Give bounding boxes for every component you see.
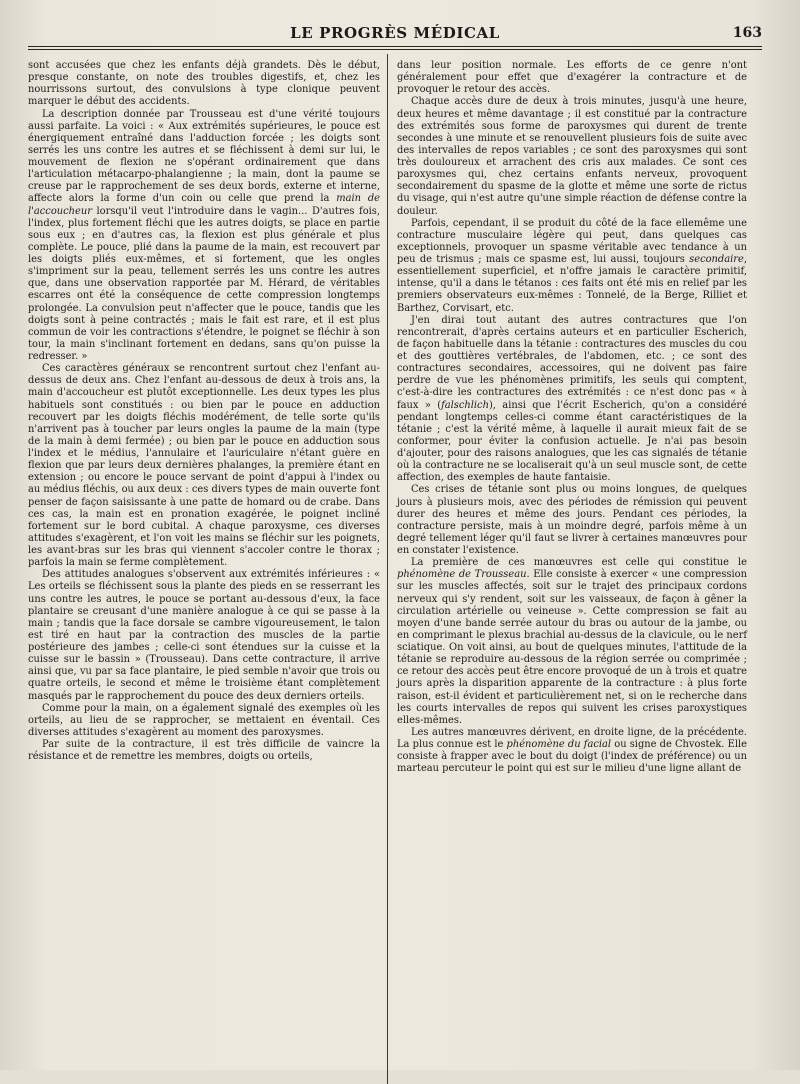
page-number: 163 bbox=[732, 25, 762, 41]
body-paragraph bbox=[28, 60, 380, 109]
paragraph-text: sont accusées que chez les enfants déjà grandets. Dès le début, presque constante, on note des troubles digestifs, et, chez les nourrissons surtout, des convulsions à type clonique peuvent marquer le début des accidents. bbox=[28, 60, 380, 108]
two-column-body bbox=[28, 60, 762, 1084]
paragraph-text: Par suite de la contracture, il est très difficile de vaincre la résistance et de remettre les membres, doigts ou orteils, bbox=[28, 739, 380, 763]
italic-term: phénomène du facial bbox=[506, 739, 612, 750]
running-header bbox=[28, 22, 762, 47]
paragraph-text: Des attitudes analogues s'observent aux extrémités inférieures : « Les orteils se fléchissent sous la plante des pieds en se resserrant les uns contre les autres, le pouce se portant au-dessous d'eux, la face plantaire se creusant d'une manière analogue à ce qui se passe à la main ; tandis que la face dorsale se cambre vigoureusement, le talon est tiré en haut par la contraction des muscles de la partie postérieure des jambes ; celle-ci sont étendues sur la cuisse et la cuisse sur le bassin » (Trousseau). Dans cette contracture, il arrive ainsi que, vu par sa face plantaire, le pied semble n'avoir que trois ou quatre orteils, le second et même le troisième étant complètement masqués par le rapprochement du pouce des deux derniers orteils. bbox=[28, 569, 380, 702]
paragraph-text: Ces caractères généraux se rencontrent surtout chez l'enfant au-dessus de deux ans. Chez l'enfant au-dessous de deux à trois ans, la main d'accoucheur est plutôt exceptionnelle. Les deux types les plus habituels sont constitués : ou bien par le pouce en adduction recouvert par les doigts fléchis modérément, de telle sorte qu'ils n'arrivent pas à toucher par leurs ongles la paume de la main (type de la main à demi fermée) ; ou bien par le pouce en adduction sous l'index et le médius, l'annulaire et l'auriculaire n'étant guère en flexion que par leurs deux dernières phalanges, la première étant en extension ; ou encore le pouce servant de point d'appui à l'index ou au médius fléchis, ou aux deux : ces divers types de main ouverte font penser de façon saisissante à une patte de homard ou de crabe. Dans ces cas, la main est en pronation exagérée, le poignet incliné fortement sur le bord cubital. A chaque paroxysme, ces diverses attitudes s'exagèrent, et l'on voit les mains se fléchir sur les poignets, les avant-bras sur les bras qui viennent s'accoler contre le thorax ; parfois la main se ferme complètement. bbox=[28, 363, 380, 569]
journal-title: LE PROGRÈS MÉDICAL bbox=[290, 24, 500, 42]
paragraph-text: , essentiellement superficiel, et n'offre jamais le caractère primitif, intense, qu'il a dans le tétanos : ces faits ont été mis en relief par les premiers observateurs eux-mêmes : Tonnelé, de la Berge, Rilliet et Barthez, Corvisart, etc. bbox=[397, 254, 747, 314]
body-paragraph bbox=[397, 60, 747, 96]
header-double-rule bbox=[28, 49, 762, 50]
body-paragraph bbox=[28, 703, 380, 739]
paragraph-text: Parfois, cependant, il se produit du côté de la face ellemême une contracture musculaire légère qui peut, dans quelques cas exceptionnels, provoquer un spasme véritable avec tendance à un peu de trismus ; mais ce spasme est, lui aussi, toujours bbox=[397, 217, 747, 265]
left-column bbox=[28, 60, 387, 1084]
italic-term: phénomène de Trousseau bbox=[397, 569, 527, 581]
body-paragraph bbox=[397, 315, 747, 485]
paragraph-text: Les autres manœuvres dérivent, en droite ligne, de la précédente. La plus connue est le bbox=[397, 726, 747, 750]
paragraph-text: La première de ces manœuvres est celle qui constitue le bbox=[411, 557, 747, 569]
italic-term: falschlich bbox=[441, 399, 489, 411]
italic-term: main de l'accoucheur bbox=[28, 193, 380, 217]
right-column bbox=[388, 60, 747, 1084]
body-paragraph bbox=[397, 557, 747, 727]
body-paragraph bbox=[397, 96, 747, 217]
body-paragraph bbox=[397, 727, 747, 776]
paragraph-text: Chaque accès dure de deux à trois minutes, jusqu'à une heure, deux heures et même davantage ; il est constitué par la contracture des extrémités sous forme de paroxysmes qui durent de trente secondes à une minute et se renouvellent plusieurs fois de suite avec des intervalles de repos variables ; ce sont des paroxysmes qui sont très douloureux et arrachent des cris aux malades. Ce sont ces paroxysmes qui, chez certains enfants nerveux, provoquent secondairement du spasme de la glotte et même une sorte de rictus du visage, qui n'est autre qu'une simple réaction de défense contre la douleur. bbox=[397, 96, 747, 217]
paragraph-text: J'en dirai tout autant des autres contractures que l'on rencontrerait, d'après certains auteurs et en particulier Escherich, de façon habituelle dans la tétanie : contractures des muscles du cou et des gouttières vertébrales, de l'abdomen, etc. ; ce sont des contractures secondaires, accessoires, qui ne doivent pas faire perdre de vue les phénomènes primitifs, les seuls qui comptent, c'est-à-dire les contractures des extrémités : ce n'est donc pas « à faux » ( bbox=[397, 314, 747, 411]
body-paragraph bbox=[397, 484, 747, 557]
paragraph-text: ), ainsi que l'écrit Escherich, qu'on a considéré pendant longtemps celles-ci comme étant caractéristiques de la tétanie ; c'est la vérité même, à laquelle il aurait mieux fait de se conformer, pour éviter la confusion actuelle. Je n'ai pas besoin d'ajouter, pour des raisons analogues, que les cas signalés de tétanie où la contracture ne se localiserait qu'à un seul muscle sont, de cette affection, des exemples de haute fantaisie. bbox=[397, 399, 747, 484]
body-paragraph bbox=[397, 218, 747, 315]
italic-term: secondaire bbox=[689, 254, 744, 265]
body-paragraph bbox=[28, 739, 380, 763]
paragraph-text: La description donnée par Trousseau est d'une vérité toujours aussi parfaite. La voici : « Aux extrémités supérieures, le pouce est énergiquement entraîné dans l'adduction forcée ; les doigts sont serrés les uns contre les autres et se fléchissent à demi sur lui, le mouvement de flexion ne s'opérant ordinairement que dans l'articulation métacarpo-phalangienne ; la main, dont la paume se creuse par le rapprochement de ses deux bords, externe et interne, affecte alors la forme d'un coin ou celle que prend la bbox=[28, 108, 380, 205]
paragraph-text: lorsqu'il veut l'introduire dans le vagin... D'autres fois, l'index, plus fortement fléchi que les autres doigts, se place en partie sous eux ; en d'autres cas, la flexion est plus générale et plus complète. Le pouce, plié dans la paume de la main, est recouvert par les doigts pliés eux-mêmes, et si fortement, que les ongles s'impriment sur la peau, tellement serrés les uns contre les autres que, dans une observation rapportée par M. Hérard, de véritables escarres ont été la conséquence de cette compression longtemps prolongée. La convulsion peut n'affecter que le pouce, tandis que les doigts sont à peine contractés ; mais le fait est rare, et il est plus commun de voir les contractions s'étendre, le poignet se fléchir à son tour, la main s'inclinant fortement en dedans, sans qu'on puisse la redresser. » bbox=[28, 205, 380, 362]
paragraph-text: Comme pour la main, on a également signalé des exemples où les orteils, au lieu de se rapprocher, se mettaient en éventail. Ces diverses attitudes s'exagèrent au moment des paroxysmes. bbox=[28, 702, 380, 738]
body-paragraph bbox=[28, 569, 380, 702]
body-paragraph bbox=[28, 363, 380, 569]
paragraph-text: ou signe de Chvostek. Elle consiste à frapper avec le bout du doigt (l'index de préférence) ou un marteau percuteur le point qui est sur le milieu d'une ligne allant de bbox=[397, 739, 747, 775]
paragraph-text: Ces crises de tétanie sont plus ou moins longues, de quelques jours à plusieurs mois, avec des périodes de rémission qui peuvent durer des heures et même des jours. Pendant ces périodes, la contracture persiste, mais à un moindre degré, parfois même à un degré tellement léger qu'il faut se livrer à certaines manœuvres pour en constater l'existence. bbox=[397, 484, 747, 556]
body-paragraph bbox=[28, 109, 380, 364]
paragraph-text: . Elle consiste à exercer « une compression sur les muscles affectés, soit sur le trajet des principaux cordons nerveux qui s'y rendent, soit sur les vaisseaux, de façon à gêner la circulation artérielle ou veineuse ». Cette compression se fait au moyen d'une bande serrée autour du bras ou autour de la jambe, ou en comprimant le plexus brachial au-dessus de la clavicule, ou le nerf sciatique. On voit ainsi, au bout de quelques minutes, l'attitude de la tétanie se reproduire au-dessous de la région serrée ou comprimée ; ce retour des accès peut être encore provoqué de un à trois et quatre jours après la disparition apparente de la contracture : à plus forte raison, est-il évident et particulièrement net, si on le recherche dans les courts intervalles de repos qui suivent les crises paroxystiques elles-mêmes. bbox=[397, 569, 747, 726]
paragraph-text: dans leur position normale. Les efforts de ce genre n'ont généralement pour effet que d'exagérer la contracture et de provoquer le retour des accès. bbox=[397, 60, 747, 96]
